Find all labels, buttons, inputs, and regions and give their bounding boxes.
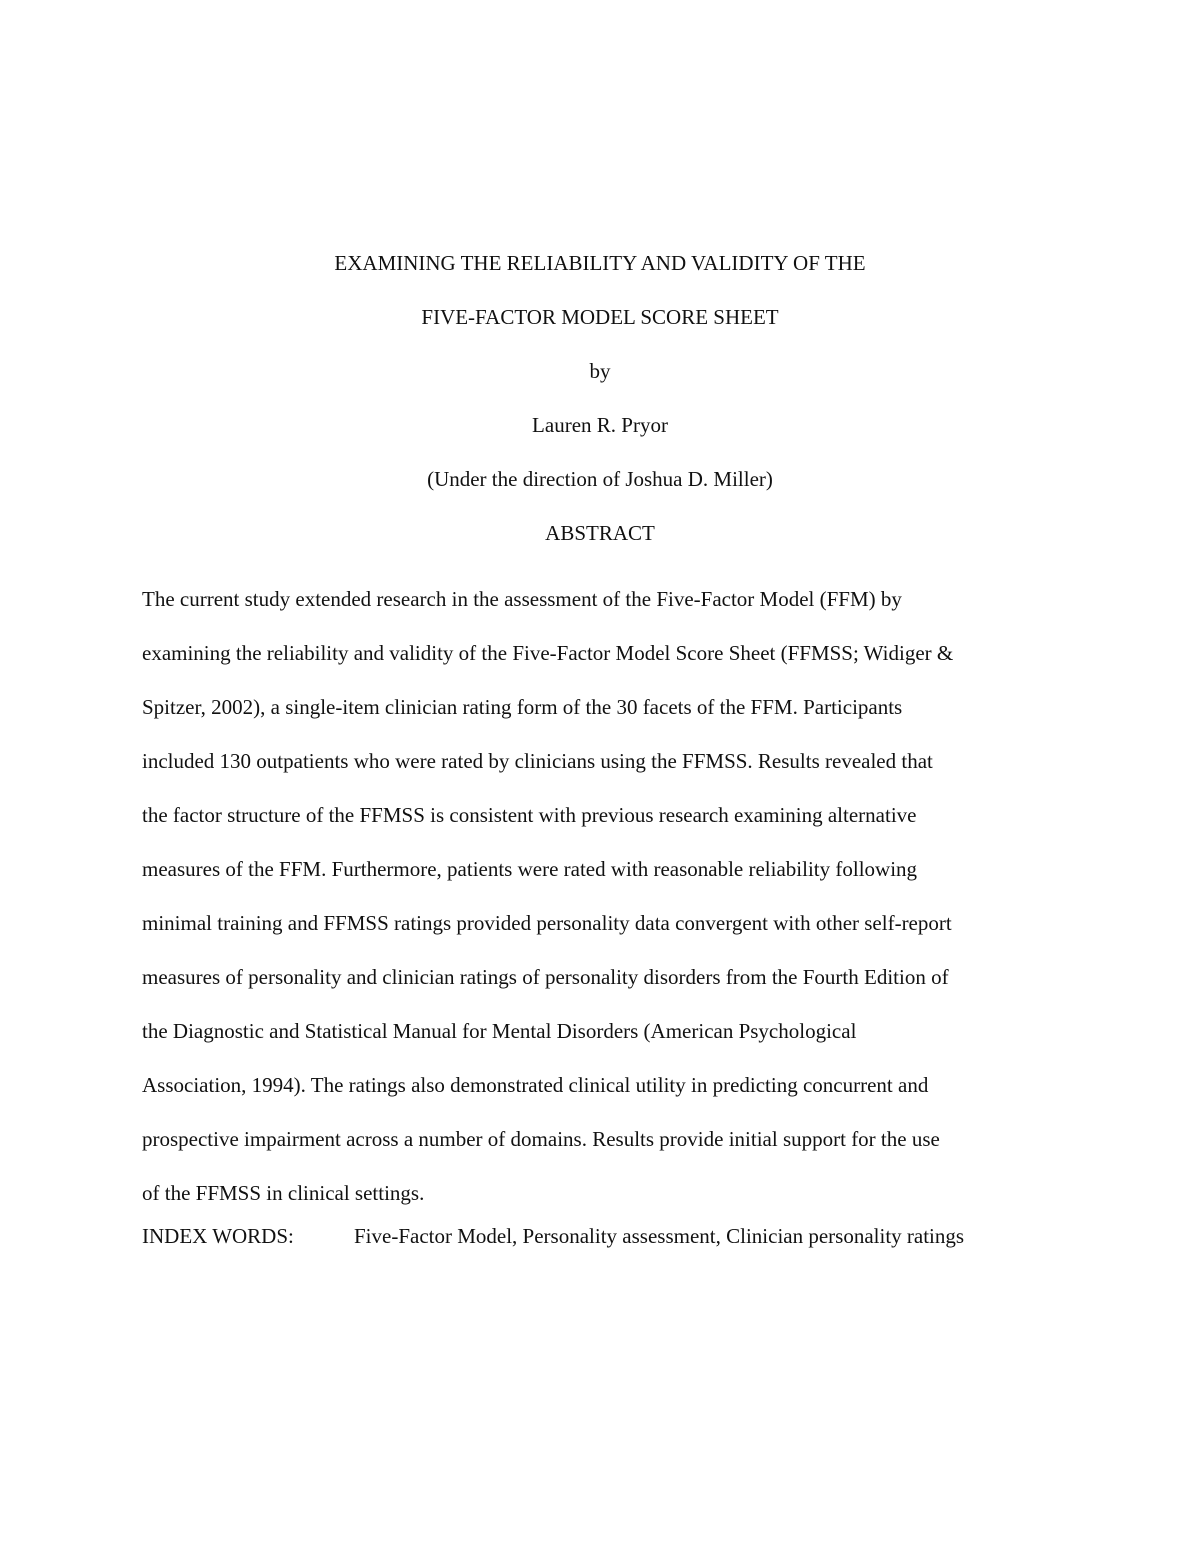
index-words-label: INDEX WORDS: <box>142 1224 294 1248</box>
author-name: Lauren R. Pryor <box>532 413 668 437</box>
index-words <box>142 1222 1082 1250</box>
abstract-line: included 130 outpatients who were rated by clinicians using the FFMSS. Results revealed that <box>142 749 933 773</box>
by-line: by <box>589 359 611 383</box>
index-words-value: Five-Factor Model, Personality assessment, Clinician personality ratings <box>354 1224 965 1248</box>
title-line-1: EXAMINING THE RELIABILITY AND VALIDITY OF THE <box>334 251 866 275</box>
abstract-line: the factor structure of the FFMSS is consistent with previous research examining alternative <box>142 803 917 827</box>
title-line-2: FIVE-FACTOR MODEL SCORE SHEET <box>421 305 779 329</box>
abstract-line: Spitzer, 2002), a single-item clinician rating form of the 30 facets of the FFM. Participants <box>142 695 903 719</box>
abstract-line: examining the reliability and validity of the Five-Factor Model Score Sheet (FFMSS; Widiger & <box>142 641 954 665</box>
abstract-heading: ABSTRACT <box>545 521 655 545</box>
abstract-line: measures of personality and clinician ratings of personality disorders from the Fourth Edition of <box>142 965 949 989</box>
abstract-line: Association, 1994). The ratings also demonstrated clinical utility in predicting concurrent and <box>142 1073 929 1097</box>
abstract-line: of the FFMSS in clinical settings. <box>142 1181 425 1205</box>
abstract-line: measures of the FFM. Furthermore, patients were rated with reasonable reliability following <box>142 857 918 881</box>
direction-line: (Under the direction of Joshua D. Miller) <box>427 467 773 491</box>
abstract-line: minimal training and FFMSS ratings provided personality data convergent with other self-report <box>142 911 952 935</box>
abstract-line: the Diagnostic and Statistical Manual for Mental Disorders (American Psychological <box>142 1019 857 1043</box>
abstract-line: prospective impairment across a number of domains. Results provide initial support for the use <box>142 1127 940 1151</box>
abstract-line: The current study extended research in the assessment of the Five-Factor Model (FFM) by <box>142 587 902 611</box>
abstract-body <box>142 572 1062 1220</box>
